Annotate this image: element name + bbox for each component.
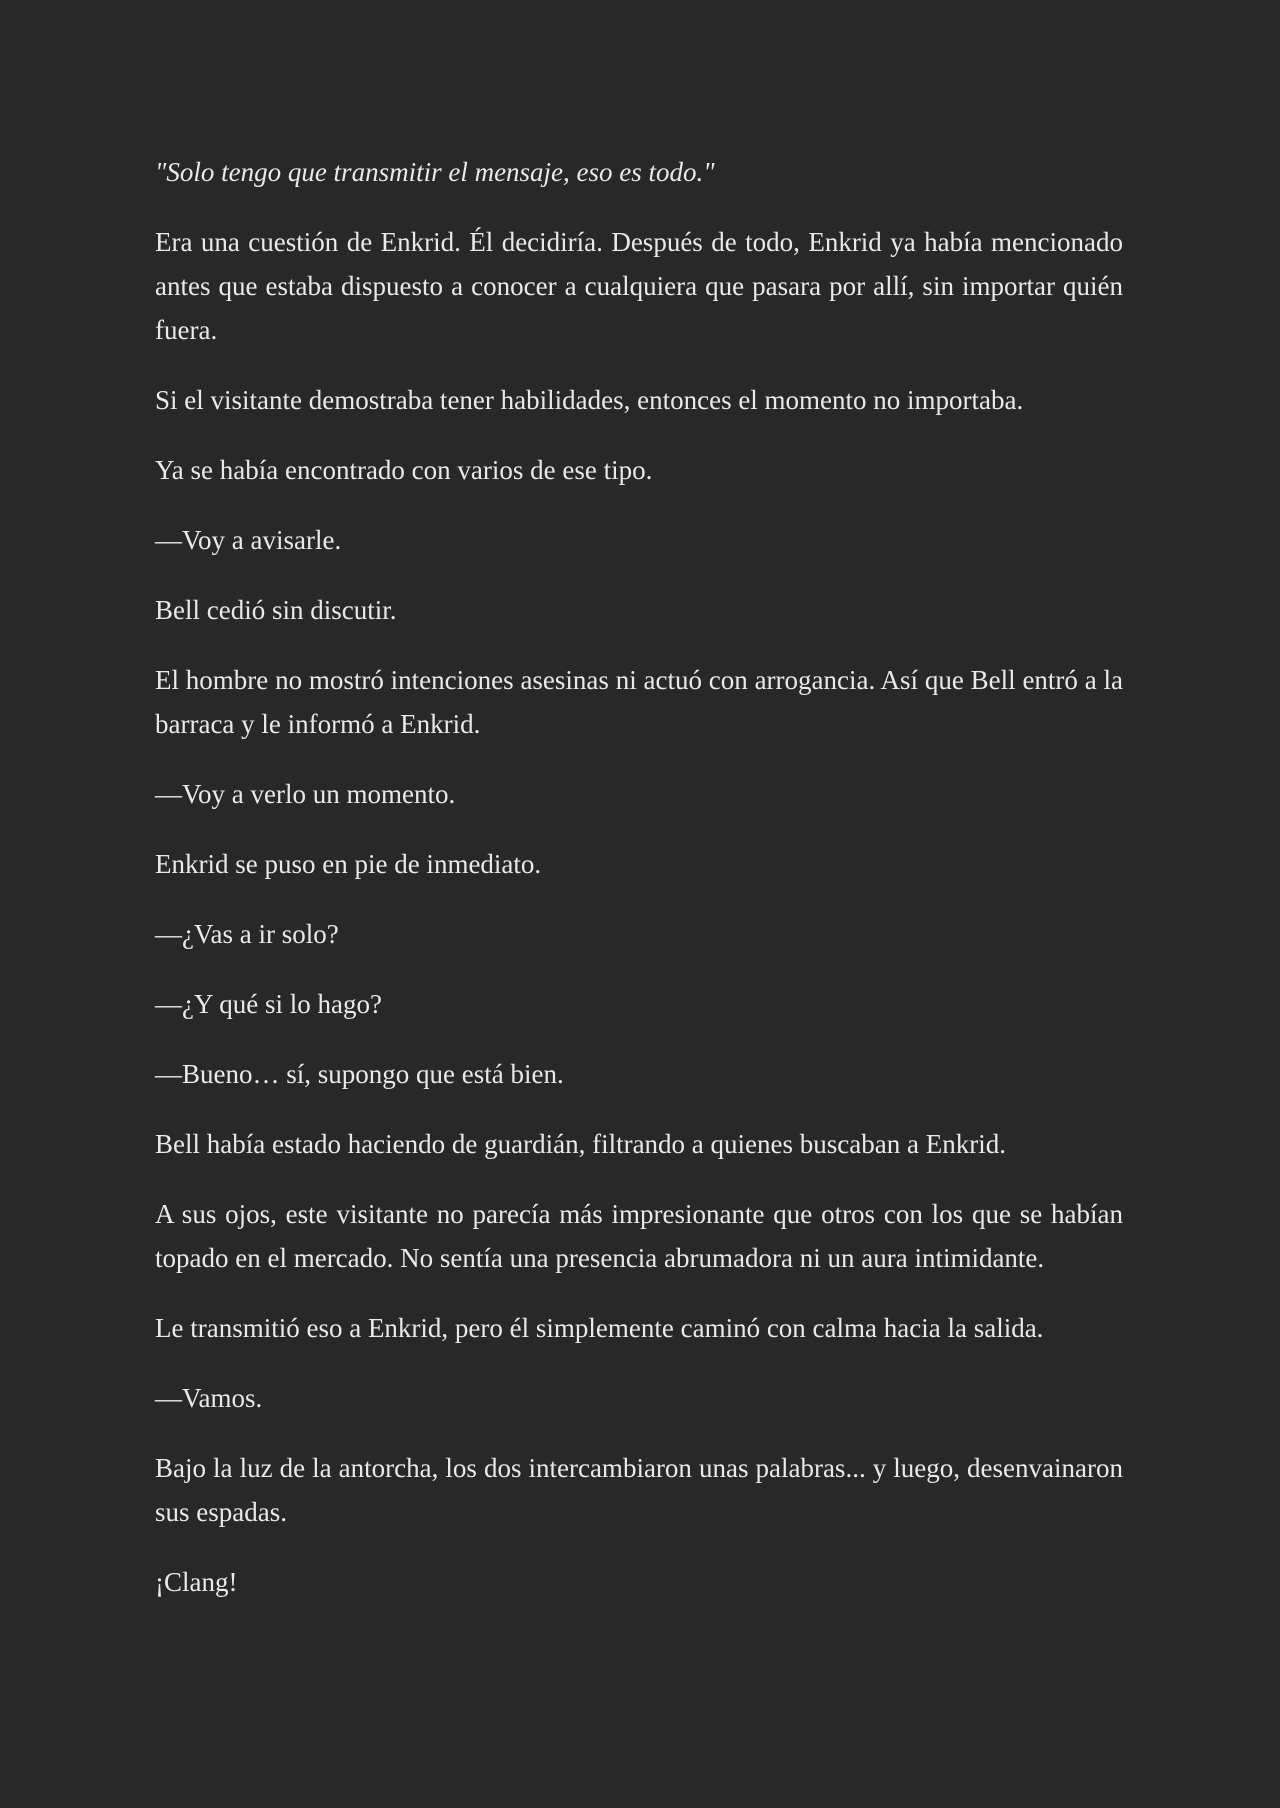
paragraph: El hombre no mostró intenciones asesinas ni actuó con arrogancia. Así que Bell entró a la barraca y le informó a Enkrid. xyxy=(155,665,1123,739)
paragraph: Le transmitió eso a Enkrid, pero él simplemente caminó con calma hacia la salida. xyxy=(155,1313,1044,1343)
paragraph-dialogue: —¿Vas a ir solo? xyxy=(155,919,339,949)
paragraph: A sus ojos, este visitante no parecía más impresionante que otros con los que se habían topado en el mercado. No sentía una presencia abrumadora ni un aura intimidante. xyxy=(155,1199,1123,1273)
paragraph-dialogue: —Voy a verlo un momento. xyxy=(155,779,456,809)
paragraph: ¡Clang! xyxy=(155,1567,238,1597)
paragraph-dialogue: —Vamos. xyxy=(155,1383,263,1413)
paragraph-dialogue: —¿Y qué si lo hago? xyxy=(155,989,382,1019)
paragraph: Bell cedió sin discutir. xyxy=(155,595,397,625)
paragraph: Si el visitante demostraba tener habilidades, entonces el momento no importaba. xyxy=(155,385,1024,415)
paragraph: Bajo la luz de la antorcha, los dos intercambiaron unas palabras... y luego, desenvainaron sus espadas. xyxy=(155,1453,1123,1527)
paragraph: Enkrid se puso en pie de inmediato. xyxy=(155,849,542,879)
paragraph-dialogue: —Voy a avisarle. xyxy=(155,525,342,555)
paragraph: Bell había estado haciendo de guardián, filtrando a quienes buscaban a Enkrid. xyxy=(155,1129,1006,1159)
paragraph-quote: "Solo tengo que transmitir el mensaje, eso es todo." xyxy=(155,157,715,187)
paragraph: Ya se había encontrado con varios de ese tipo. xyxy=(155,455,653,485)
paragraph-dialogue: —Bueno… sí, supongo que está bien. xyxy=(155,1059,564,1089)
reader-text-body xyxy=(155,150,1123,1630)
paragraph: Era una cuestión de Enkrid. Él decidiría. Después de todo, Enkrid ya había mencionado antes que estaba dispuesto a conocer a cualquiera que pasara por allí, sin importar quién fuera. xyxy=(155,227,1123,345)
